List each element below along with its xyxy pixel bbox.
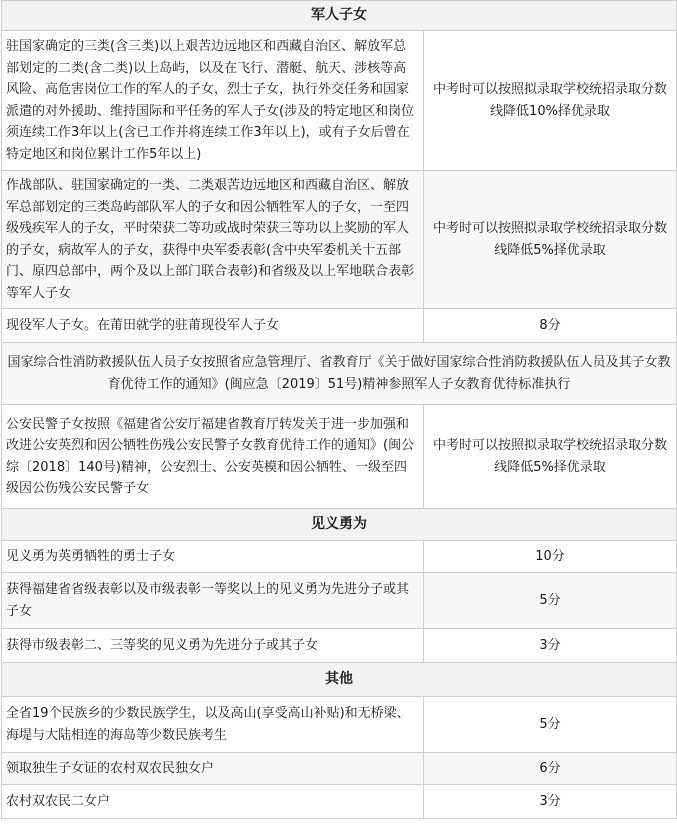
table-row	[2, 785, 677, 819]
section-header-other	[2, 663, 677, 697]
table-row-span	[2, 343, 677, 405]
row-value: 中考时可以按照拟录取学校统招录取分数线降低5%择优录取	[424, 405, 677, 509]
section-title: 军人子女	[2, 1, 677, 31]
table-row	[2, 697, 677, 753]
section-header-heroism	[2, 509, 677, 541]
table-row	[2, 31, 677, 171]
row-description: 驻国家确定的三类(含三类)以上艰苦边远地区和西藏自治区、解放军总部划定的二类(含二类)以上岛屿，以及在飞行、潜艇、航天、涉核等高风险、高危害岗位工作的军人的子女，烈士子女，执行外交任务和国家派遣的对外援助、维持国际和平任务的军人子女(涉及的特定地区和岗位须连续工作3年以上(含已工作并将连续工作3年以上)，或有子女后曾在特定地区和岗位累计工作5年以上)	[2, 31, 424, 171]
row-value: 10分	[424, 541, 677, 573]
row-note: 国家综合性消防救援队伍人员子女按照省应急管理厅、省教育厅《关于做好国家综合性消防救援队伍人员及其子女教育优待工作的通知》(闽应急〔2019〕51号)精神参照军人子女教育优待标准执行	[2, 343, 677, 405]
table-row	[2, 405, 677, 509]
section-header-military	[2, 1, 677, 31]
row-value: 3分	[424, 629, 677, 663]
table-row	[2, 309, 677, 343]
table-row	[2, 541, 677, 573]
row-value: 3分	[424, 785, 677, 819]
row-value: 6分	[424, 753, 677, 785]
section-title: 其他	[2, 663, 677, 697]
row-description: 获得市级表彰二、三等奖的见义勇为先进分子或其子女	[2, 629, 424, 663]
row-value: 中考时可以按照拟录取学校统招录取分数线降低10%择优录取	[424, 31, 677, 171]
row-description: 见义勇为英勇牺牲的勇士子女	[2, 541, 424, 573]
row-value: 中考时可以按照拟录取学校统招录取分数线降低5%择优录取	[424, 171, 677, 309]
row-description: 农村双农民二女户	[2, 785, 424, 819]
table-row	[2, 171, 677, 309]
table-row	[2, 753, 677, 785]
table-row	[2, 629, 677, 663]
row-description: 公安民警子女按照《福建省公安厅福建省教育厅转发关于进一步加强和改进公安英烈和因公牺牲伤残公安民警子女教育优待工作的通知》(闽公综〔2018〕140号)精神，公安烈士、公安英模和因公牺牲、一级至四级因公伤残公安民警子女	[2, 405, 424, 509]
row-value: 8分	[424, 309, 677, 343]
row-description: 获得福建省省级表彰以及市级表彰一等奖以上的见义勇为先进分子或其子女	[2, 573, 424, 629]
row-description: 领取独生子女证的农村双农民独女户	[2, 753, 424, 785]
row-description: 现役军人子女。在莆田就学的驻莆现役军人子女	[2, 309, 424, 343]
row-description: 全省19个民族乡的少数民族学生，以及高山(享受高山补贴)和无桥梁、海堤与大陆相连的海岛等少数民族考生	[2, 697, 424, 753]
row-value: 5分	[424, 697, 677, 753]
section-title: 见义勇为	[2, 509, 677, 541]
row-value: 5分	[424, 573, 677, 629]
bonus-points-table	[1, 0, 677, 819]
table-row	[2, 573, 677, 629]
row-description: 作战部队、驻国家确定的一类、二类艰苦边远地区和西藏自治区、解放军总部划定的三类岛屿部队军人的子女和因公牺牲军人的子女，一至四级残疾军人的子女，平时荣获二等功或战时荣获三等功以上奖励的军人的子女，病故军人的子女，获得中央军委表彰(含中央军委机关十五部门、原四总部中，两个及以上部门联合表彰)和省级及以上军地联合表彰等军人子女	[2, 171, 424, 309]
